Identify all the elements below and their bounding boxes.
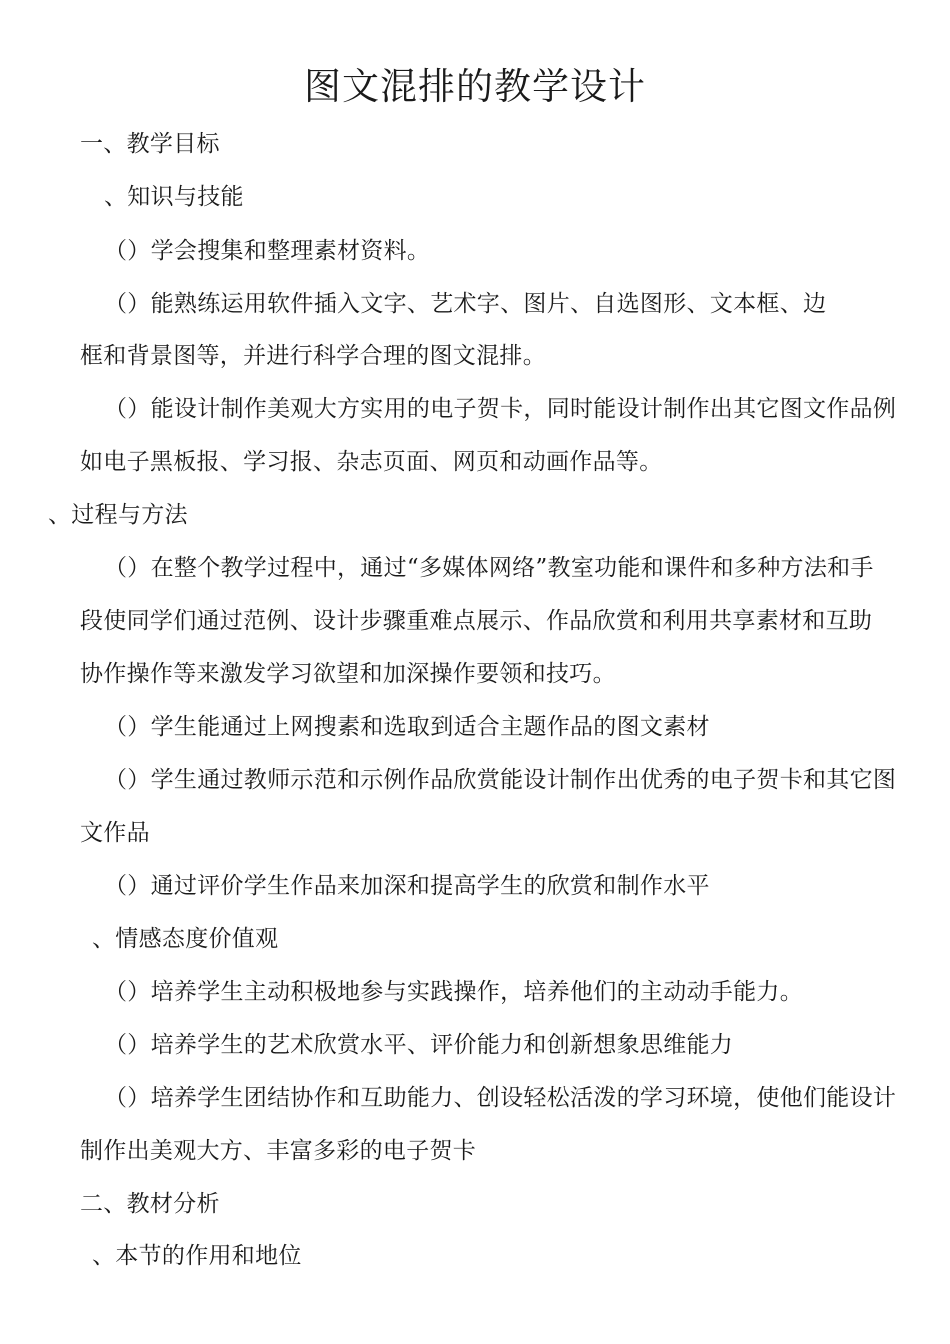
paragraph-line: （）通过评价学生作品来加深和提高学生的欣赏和制作水平 bbox=[104, 873, 710, 899]
paragraph-line: （）培养学生主动积极地参与实践操作，培养他们的主动动手能力。 bbox=[104, 979, 803, 1005]
subheading-knowledge-skills: 、知识与技能 bbox=[104, 184, 244, 210]
paragraph-line: 制作出美观大方、丰富多彩的电子贺卡 bbox=[80, 1138, 477, 1164]
paragraph-line: 框和背景图等，并进行科学合理的图文混排。 bbox=[80, 343, 546, 369]
paragraph-line: （）学会搜集和整理素材资料。 bbox=[104, 238, 431, 264]
paragraph-line: （）在整个教学过程中，通过“多媒体网络”教室功能和课件和多种方法和手 bbox=[104, 555, 874, 581]
paragraph-line: 段使同学们通过范例、设计步骤重难点展示、作品欣赏和利用共享素材和互助 bbox=[80, 608, 873, 634]
paragraph-line: （）学生通过教师示范和示例作品欣赏能设计制作出优秀的电子贺卡和其它图 bbox=[104, 767, 897, 793]
paragraph-line: （）学生能通过上网搜素和选取到适合主题作品的图文素材 bbox=[104, 714, 710, 740]
paragraph-line: 协作操作等来激发学习欲望和加深操作要领和技巧。 bbox=[80, 661, 616, 687]
section-heading-teaching-goals: 一、教学目标 bbox=[80, 131, 220, 157]
subheading-role-position: 、本节的作用和地位 bbox=[92, 1243, 302, 1269]
paragraph-line: （）能设计制作美观大方实用的电子贺卡，同时能设计制作出其它图文作品例 bbox=[104, 396, 897, 422]
subheading-emotion-values: 、情感态度价值观 bbox=[92, 926, 279, 952]
paragraph-line: （）能熟练运用软件插入文字、艺术字、图片、自选图形、文本框、边 bbox=[104, 291, 827, 317]
paragraph-line: （）培养学生团结协作和互助能力、创设轻松活泼的学习环境，使他们能设计 bbox=[104, 1085, 897, 1111]
subheading-process-methods: 、过程与方法 bbox=[48, 502, 188, 528]
section-heading-material-analysis: 二、教材分析 bbox=[80, 1191, 220, 1217]
paragraph-line: 如电子黑板报、学习报、杂志页面、网页和动画作品等。 bbox=[80, 449, 663, 475]
document-title: 图文混排的教学设计 bbox=[304, 65, 646, 108]
paragraph-line: （）培养学生的艺术欣赏水平、评价能力和创新想象思维能力 bbox=[104, 1032, 734, 1058]
paragraph-line: 文作品 bbox=[80, 820, 150, 846]
